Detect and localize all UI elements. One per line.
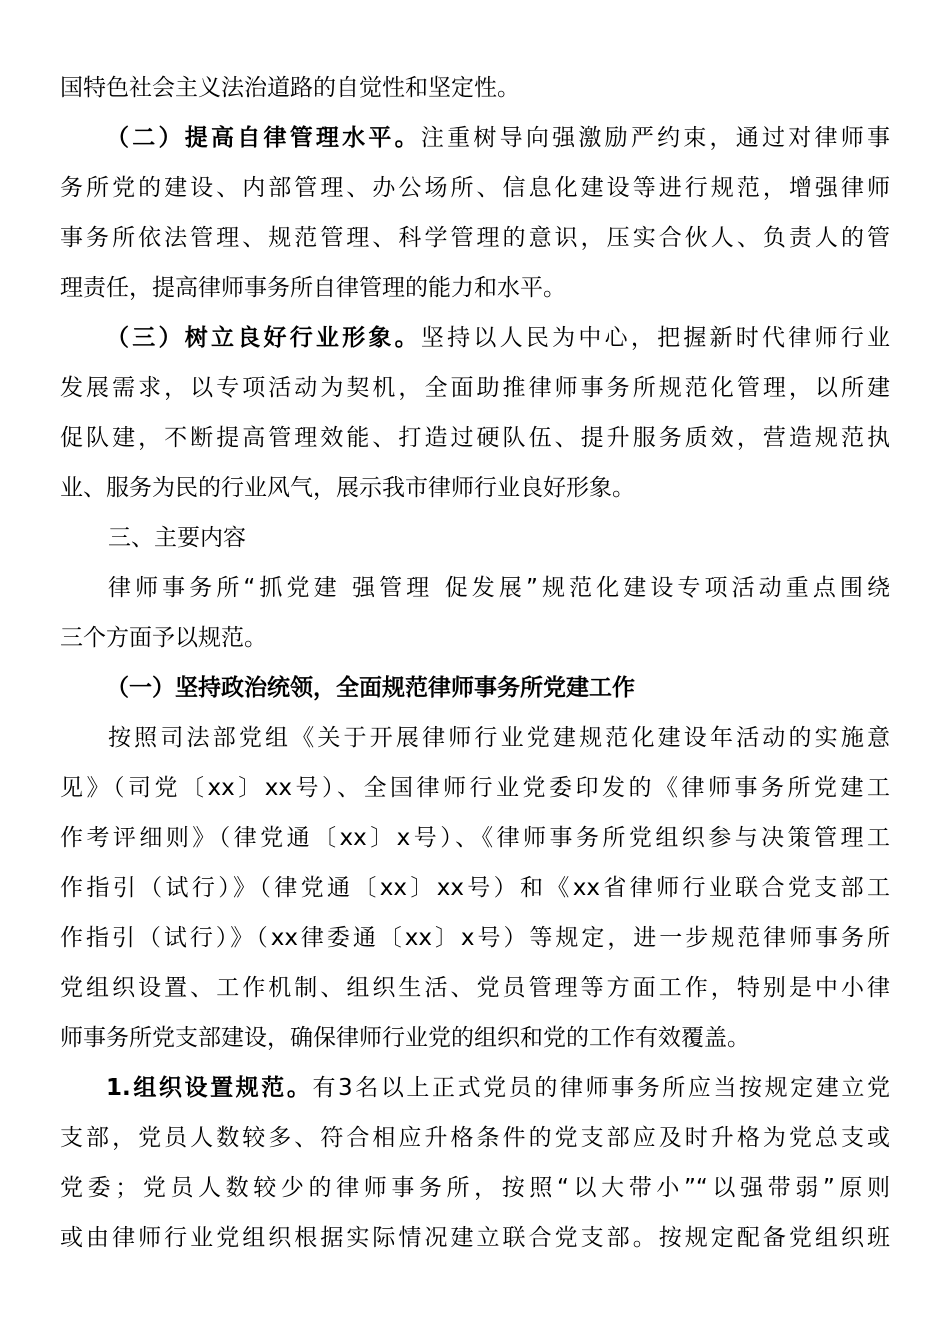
- paragraph-line: 事务所依法管理、规范管理、科学管理的意识，压实合伙人、负责人的管: [60, 225, 890, 251]
- paragraph-line: 师事务所党支部建设，确保律师行业党的组织和党的工作有效覆盖。: [60, 1025, 750, 1051]
- paragraph-line: 发展需求，以专项活动为契机，全面助推律师事务所规范化管理，以所建: [60, 375, 890, 401]
- section-heading: （二）提高自律管理水平。: [106, 125, 421, 151]
- paragraph-line: 党组织设置、工作机制、组织生活、党员管理等方面工作，特别是中小律: [60, 975, 890, 1001]
- paragraph-line: 业、服务为民的行业风气，展示我市律师行业良好形象。: [60, 475, 635, 501]
- paragraph-line: 见》（司党〔xx〕xx号）、全国律师行业党委印发的《律师事务所党建工: [60, 775, 890, 801]
- paragraph-line: 三个方面予以规范。: [60, 625, 267, 651]
- section-title: 三、主要内容: [108, 525, 246, 551]
- paragraph-line: 党委；党员人数较少的律师事务所，按照“以大带小”“以强带弱”原则: [60, 1175, 890, 1201]
- paragraph-line: 作指引（试行）》（xx律委通〔xx〕x号）等规定，进一步规范律师事务所: [60, 925, 890, 951]
- section-heading: （一）坚持政治统领，全面规范律师事务所党建工作: [106, 675, 635, 701]
- paragraph-line: 国特色社会主义法治道路的自觉性和坚定性。: [60, 75, 520, 101]
- paragraph-line: 促队建，不断提高管理效能、打造过硬队伍、提升服务质效，营造规范执: [60, 425, 890, 451]
- section-heading: （三）树立良好行业形象。: [106, 325, 421, 351]
- paragraph-line: 或由律师行业党组织根据实际情况建立联合党支部。按规定配备党组织班: [60, 1225, 890, 1251]
- paragraph-line: 作考评细则》（律党通〔xx〕x号）、《律师事务所党组织参与决策管理工: [60, 825, 890, 851]
- paragraph-line: （三）树立良好行业形象。坚持以人民为中心，把握新时代律师行业: [106, 325, 890, 351]
- paragraph-line: 1.组织设置规范。有3名以上正式党员的律师事务所应当按规定建立党: [106, 1075, 890, 1101]
- section-heading: 1.组织设置规范。: [106, 1075, 313, 1101]
- paragraph-line: 支部，党员人数较多、符合相应升格条件的党支部应及时升格为党总支或: [60, 1125, 890, 1151]
- paragraph-line: 理责任，提高律师事务所自律管理的能力和水平。: [60, 275, 566, 301]
- paragraph-line: （二）提高自律管理水平。注重树导向强激励严约束，通过对律师事: [106, 125, 890, 151]
- paragraph-line: 务所党的建设、内部管理、办公场所、信息化建设等进行规范，增强律师: [60, 175, 890, 201]
- paragraph-line: 作指引（试行）》（律党通〔xx〕xx号）和《xx省律师行业联合党支部工: [60, 875, 890, 901]
- paragraph-line: 律师事务所“抓党建 强管理 促发展”规范化建设专项活动重点围绕: [108, 575, 890, 601]
- paragraph-line: 按照司法部党组《关于开展律师行业党建规范化建设年活动的实施意: [108, 725, 890, 751]
